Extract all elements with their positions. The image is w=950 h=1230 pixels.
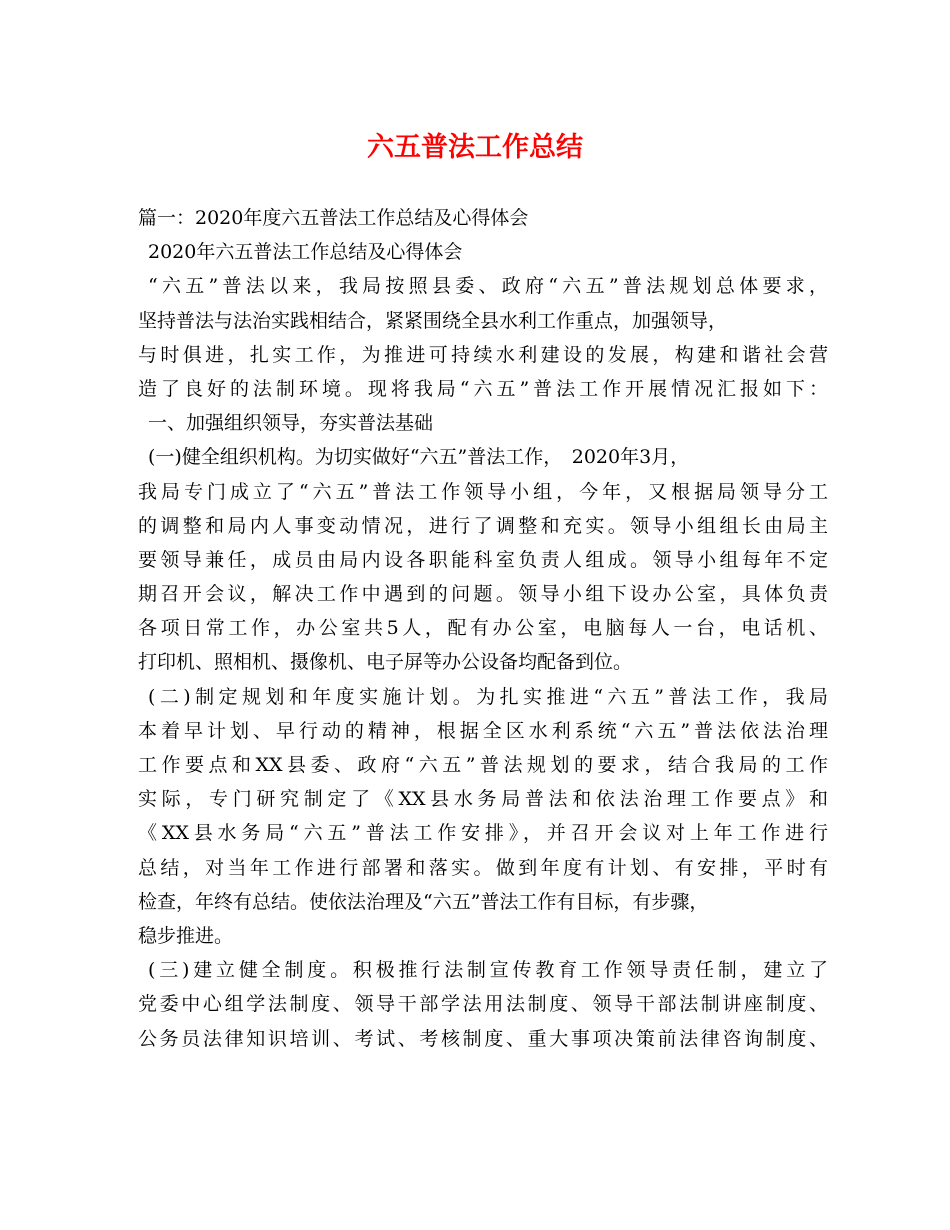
text-line: 2020年六五普法工作总结及心得体会 (148, 241, 463, 264)
text-line: 工作要点和XX县委、政府“六五”普法规划的要求，结合我局的工作 (138, 754, 828, 776)
text-line: 公务员法律知识培训、考试、考核制度、重大事项决策前法律咨询制度、 (138, 1027, 828, 1050)
text-line: 各项日常工作，办公室共5人，配有办公室，电脑每人一台，电话机、 (138, 617, 828, 640)
text-line: 本着早计划、早行动的精神，根据全区水利系统“六五”普法依法治理 (138, 719, 828, 742)
text-line: 党委中心组学法制度、领导干部学法用法制度、领导干部法制讲座制度、 (138, 993, 828, 1016)
text-line: 坚持普法与法治实践相结合，紧紧围绕全县水利工作重点，加强领导， (138, 309, 728, 332)
text-line: 篇一：2020年度六五普法工作总结及心得体会 (138, 207, 529, 229)
text-line: 的调整和局内人事变动情况，进行了调整和充实。领导小组组长由局主 (138, 514, 828, 537)
text-line: 一、加强组织领导，夯实普法基础 (148, 412, 434, 435)
text-line: 总结，对当年工作进行部署和落实。做到年度有计划、有安排，平时有 (138, 856, 828, 879)
text-line: (一)健全组织机构。为切实做好“六五”普法工作， 2020年3月， (148, 446, 690, 469)
text-line: 实际，专门研究制定了《XX县水务局普法和依法治理工作要点》和 (138, 788, 828, 811)
text-line: 打印机、照相机、摄像机、电子屏等办公设备均配备到位。 (138, 651, 633, 674)
text-line: (三)建立健全制度。积极推行法制宣传教育工作领导责任制，建立了 (148, 959, 828, 982)
text-line: 期召开会议，解决工作中遇到的问题。领导小组下设办公室，具体负责 (138, 583, 828, 606)
text-line: 稳步推进。 (138, 924, 234, 947)
text-line: “六五”普法以来，我局按照县委、政府“六五”普法规划总体要求， (148, 275, 828, 298)
text-line: 造了良好的法制环境。现将我局“六五”普法工作开展情况汇报如下： (138, 377, 828, 400)
text-line: 与时俱进，扎实工作，为推进可持续水利建设的发展，构建和谐社会营 (138, 343, 828, 366)
document-body (138, 201, 828, 1056)
text-line: 检查，年终有总结。使依法治理及“六五”普法工作有目标，有步骤， (138, 890, 709, 913)
text-line: 要领导兼任，成员由局内设各职能科室负责人组成。领导小组每年不定 (138, 548, 828, 571)
text-line: 《XX县水务局“六五”普法工作安排》，并召开会议对上年工作进行 (138, 822, 828, 845)
document-title: 六五普法工作总结 (367, 132, 583, 163)
text-line: 我局专门成立了“六五”普法工作领导小组，今年，又根据局领导分工 (138, 480, 828, 503)
text-line: (二)制定规划和年度实施计划。为扎实推进“六五”普法工作，我局 (148, 685, 828, 708)
